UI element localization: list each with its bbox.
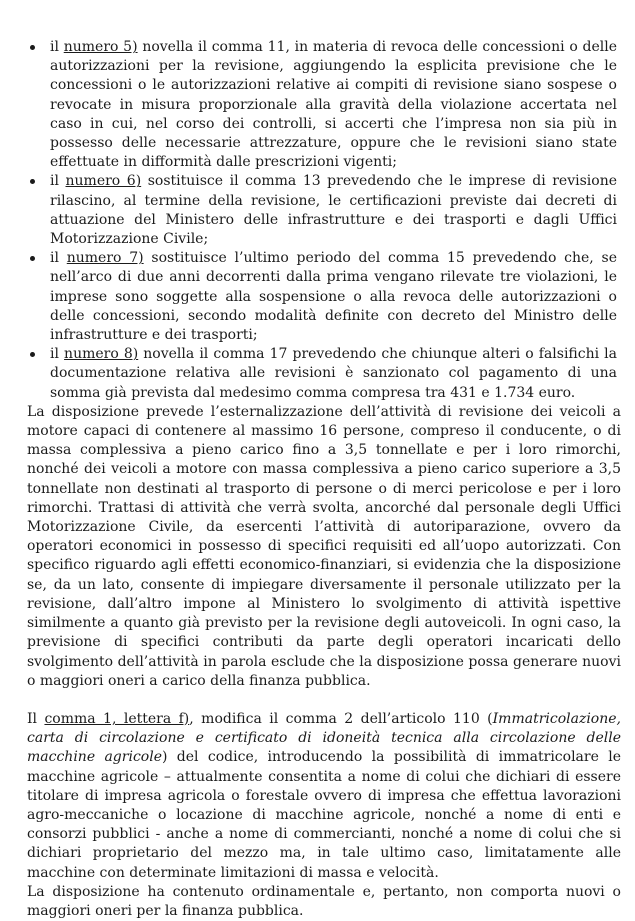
list-item: il numero 8) novella il comma 17 prevedendo che chiunque alteri o falsifichi la documentazione relativa alle revisioni è sanzionato col pagamento di una somma già prevista dal medesimo comma compresa tra 431 e 1.734 euro. <box>27 345 617 403</box>
reference-link: numero 6) <box>65 173 142 190</box>
amendment-list <box>27 38 621 403</box>
paragraph-agricultural-machines: Il comma 1, lettera f), modifica il comma 2 dell’articolo 110 (Immatricolazione, carta di circolazione e certificato di idoneità tecnica alla circolazione delle macchine agricole) del codice, introducendo la possibilità di immatricolare le macchine agricole – attualmente consentita a nome di colui che dichiari di essere titolare di impresa agricola o forestale ovvero di impresa che effettua lavorazioni agro-meccaniche o locazione di macchine agricole, nonché a nome di enti e consorzi pubblici - anche a nome di commercianti, nonché a nome di colui che si dichiari proprietario del mezzo ma, in tale ultimo caso, limitatamente alle macchine con determinate limitazioni di massa e velocità. <box>27 710 622 881</box>
reference-link: comma 1, lettera f) <box>44 710 190 727</box>
list-item: il numero 7) sostituisce l’ultimo periodo del comma 15 prevedendo che, se nell’arco di due anni decorrenti dalla prima vengano rilevate tre violazioni, le imprese sono soggette alla sospensione o alla revoca delle autorizzazioni o delle concessioni, secondo modalità definite con decreto del Ministro delle infrastrutture e dei trasporti; <box>27 249 617 345</box>
list-item: il numero 5) novella il comma 11, in materia di revoca delle concessioni o delle autorizzazioni per la revisione, aggiungendo la esplicita previsione che le concessioni o le autorizzazioni relative ai compiti di revisione siano sospese o revocate in misura proporzionale alla gravità della violazione accertata nel caso in cui, nel corso dei controlli, si accerti che l’impresa non sia più in possesso delle necessarie attrezzature, oppure che le revisioni siano state effettuate in difformità dalle prescrizioni vigenti; <box>27 38 617 172</box>
list-item: il numero 6) sostituisce il comma 13 prevedendo che le imprese di revisione rilascino, al termine della revisione, le certificazioni previste dai decreti di attuazione del Ministero delle infrastrutture e dei trasporti e dagli Uffici Motorizzazione Civile; <box>27 172 617 249</box>
article-title: Immatricolazione, carta di circolazione e certificato di idoneità tecnica alla circolazione delle macchine agricole <box>27 710 621 766</box>
paragraph-conclusion: La disposizione ha contenuto ordinamentale e, pertanto, non comporta nuovi o maggiori oneri per la finanza pubblica. <box>27 883 621 919</box>
paragraph-externalization: La disposizione prevede l’esternalizzazione dell’attività di revisione dei veicoli a motore capaci di contenere al massimo 16 persone, compreso il conducente, o di massa complessiva a pieno carico fino a 3,5 tonnellate e per i loro rimorchi, nonché dei veicoli a motore con massa complessiva a pieno carico superiore a 3,5 tonnellate non destinati al trasporto di persone o di merci pericolose e per i loro rimorchi. Trattasi di attività che verrà svolta, ancorché dal personale degli Uffici Motorizzazione Civile, da esercenti l’attività di autoriparazione, ovvero da operatori economici in possesso di specifici requisiti ed all’uopo autorizzati. Con specifico riguardo agli effetti economico-finanziari, si evidenzia che la disposizione se, da un lato, consente di impiegare diversamente il personale utilizzato per la revisione, dall’altro impone al Ministero lo svolgimento di attività ispettive similmente a quanto già previsto per la revisione degli autoveicoli. In ogni caso, la previsione di specifici contributi da parte degli operatori incaricati dello svolgimento dell’attività in parola esclude che la disposizione possa generare nuovi o maggiori oneri a carico della finanza pubblica. <box>27 403 621 689</box>
bullet-icon <box>30 179 35 184</box>
bullet-icon <box>30 45 35 50</box>
bullet-icon <box>30 256 35 261</box>
bullet-icon <box>30 352 35 357</box>
reference-link: numero 7) <box>66 250 144 267</box>
reference-link: numero 5) <box>63 39 138 55</box>
reference-link: numero 8) <box>64 346 139 363</box>
paragraph-gap <box>27 691 621 710</box>
